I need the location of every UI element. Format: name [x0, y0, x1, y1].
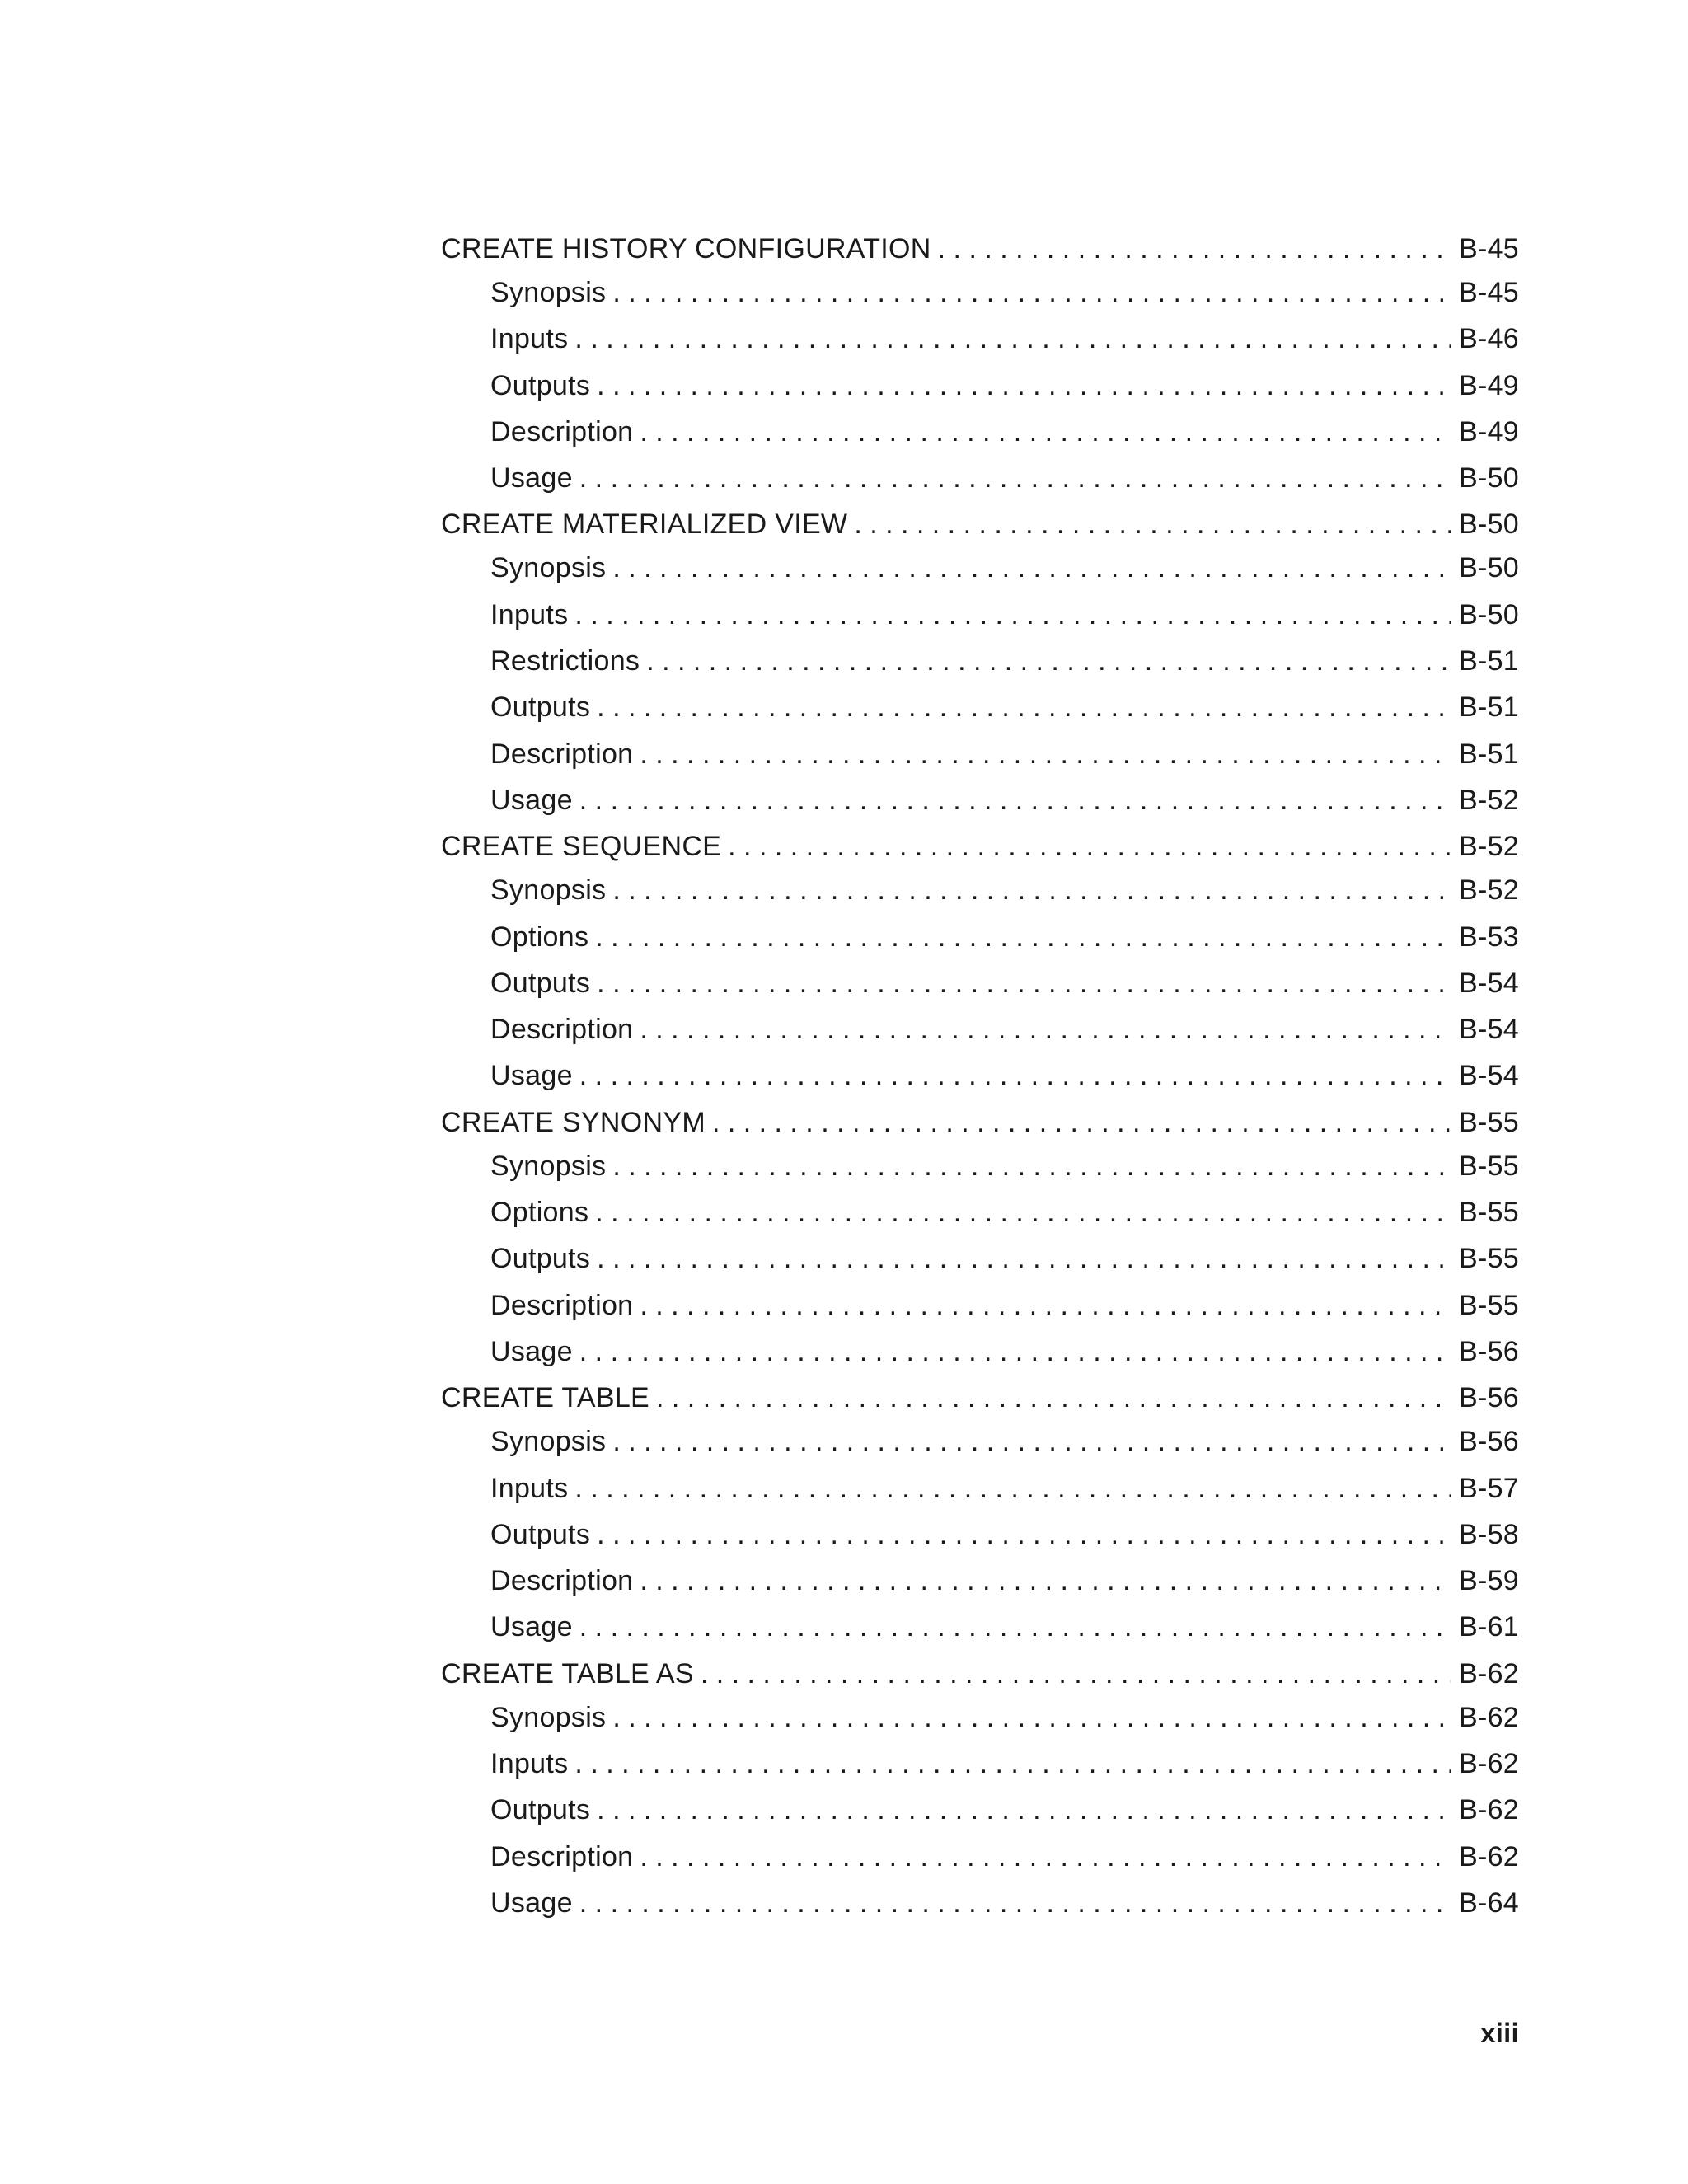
toc-subsection-entry[interactable] [441, 1565, 1519, 1611]
toc-subsection-entry[interactable] [441, 1336, 1519, 1382]
toc-entry-page: B-50 [1458, 509, 1519, 541]
toc-entry-label: Outputs [490, 1243, 591, 1275]
toc-subsection-entry[interactable] [441, 1426, 1519, 1472]
toc-entry-label: Inputs [490, 598, 569, 630]
dot-leader [612, 1151, 1451, 1183]
toc-subsection-entry[interactable] [441, 1611, 1519, 1657]
page-number: xiii [1480, 2018, 1519, 2048]
toc-subsection-entry[interactable] [441, 1014, 1519, 1060]
toc-entry-label: Usage [490, 1886, 573, 1919]
toc-entry-label: Synopsis [490, 1150, 607, 1182]
toc-entry-page: B-59 [1458, 1565, 1519, 1597]
toc-subsection-entry[interactable] [441, 1841, 1519, 1887]
dot-leader [579, 1060, 1451, 1092]
dot-leader [640, 738, 1451, 771]
dot-leader [597, 1794, 1451, 1826]
toc-entry-label: Inputs [490, 323, 569, 355]
toc-entry-page: B-49 [1458, 415, 1519, 448]
toc-subsection-entry[interactable] [441, 1473, 1519, 1519]
toc-entry-label: Outputs [490, 691, 591, 724]
dot-leader [701, 1658, 1451, 1690]
dot-leader [728, 831, 1451, 863]
toc-entry-label: Options [490, 921, 589, 953]
toc-entry-label: Synopsis [490, 277, 607, 308]
toc-entry-page: B-51 [1458, 691, 1519, 724]
toc-entry-page: B-55 [1458, 1197, 1519, 1229]
toc-section-entry[interactable] [441, 1107, 1519, 1151]
toc-entry-label: Inputs [490, 1748, 569, 1780]
toc-entry-label: Usage [490, 784, 573, 816]
toc-subsection-entry[interactable] [441, 552, 1519, 598]
dot-leader [938, 233, 1451, 265]
toc-entry-page: B-54 [1458, 1014, 1519, 1046]
toc-entry-label: Outputs [490, 1794, 591, 1826]
toc-section-entry[interactable] [441, 1658, 1519, 1702]
toc-entry-label: CREATE TABLE AS [441, 1657, 694, 1690]
toc-entry-label: Description [490, 1840, 634, 1872]
toc-entry-page: B-62 [1458, 1657, 1519, 1690]
toc-subsection-entry[interactable] [441, 1702, 1519, 1748]
toc-subsection-entry[interactable] [441, 921, 1519, 968]
toc-subsection-entry[interactable] [441, 1060, 1519, 1106]
toc-entry-label: Synopsis [490, 1426, 607, 1458]
toc-subsection-entry[interactable] [441, 1290, 1519, 1336]
toc-subsection-entry[interactable] [441, 370, 1519, 416]
toc-entry-label: CREATE SYNONYM [441, 1106, 706, 1138]
toc-section-entry[interactable] [441, 831, 1519, 874]
toc-entry-label: Synopsis [490, 1701, 607, 1733]
dot-leader [656, 1382, 1451, 1414]
toc-entry-label: Description [490, 1289, 634, 1321]
toc-entry-page: B-49 [1458, 369, 1519, 401]
toc-entry-page: B-50 [1458, 462, 1519, 494]
toc-subsection-entry[interactable] [441, 1151, 1519, 1197]
toc-entry-page: B-56 [1458, 1382, 1519, 1414]
toc-entry-label: CREATE TABLE [441, 1382, 650, 1414]
toc-entry-page: B-62 [1458, 1840, 1519, 1872]
dot-leader [597, 1519, 1451, 1551]
dot-leader [712, 1107, 1451, 1139]
toc-subsection-entry[interactable] [441, 1794, 1519, 1840]
toc-entry-page: B-51 [1458, 645, 1519, 677]
toc-entry-label: Description [490, 738, 634, 770]
toc-subsection-entry[interactable] [441, 416, 1519, 462]
toc-subsection-entry[interactable] [441, 874, 1519, 921]
toc-entry-label: Outputs [490, 369, 591, 401]
toc-entry-page: B-55 [1458, 1289, 1519, 1321]
toc-subsection-entry[interactable] [441, 599, 1519, 645]
toc-entry-page: B-55 [1458, 1106, 1519, 1138]
toc-entry-label: Usage [490, 462, 573, 494]
toc-entry-page: B-46 [1458, 323, 1519, 355]
toc-section-entry[interactable] [441, 509, 1519, 552]
toc-entry-label: Synopsis [490, 552, 607, 584]
toc-entry-page: B-56 [1458, 1426, 1519, 1458]
toc-entry-page: B-50 [1458, 598, 1519, 630]
toc-subsection-entry[interactable] [441, 323, 1519, 369]
toc-entry-label: Inputs [490, 1472, 569, 1504]
dot-leader [579, 1611, 1451, 1643]
dot-leader [597, 968, 1451, 1000]
dot-leader [574, 1473, 1451, 1505]
toc-entry-page: B-45 [1458, 277, 1519, 308]
toc-entry-page: B-54 [1458, 967, 1519, 999]
dot-leader [597, 691, 1451, 724]
toc-entry-label: Synopsis [490, 874, 607, 907]
dot-leader [612, 277, 1451, 309]
toc-subsection-entry[interactable] [441, 785, 1519, 831]
toc-entry-page: B-52 [1458, 784, 1519, 816]
toc-entry-page: B-62 [1458, 1748, 1519, 1780]
dot-leader [579, 462, 1451, 494]
dot-leader [640, 416, 1451, 448]
toc-entry-page: B-62 [1458, 1701, 1519, 1733]
toc-subsection-entry[interactable] [441, 462, 1519, 509]
toc-entry-page: B-55 [1458, 1150, 1519, 1182]
toc-subsection-entry[interactable] [441, 968, 1519, 1014]
toc-entry-page: B-58 [1458, 1518, 1519, 1550]
toc-entry-page: B-54 [1458, 1060, 1519, 1092]
dot-leader [595, 1197, 1451, 1229]
dot-leader [612, 874, 1451, 907]
toc-subsection-entry[interactable] [441, 1197, 1519, 1243]
toc-subsection-entry[interactable] [441, 1519, 1519, 1565]
table-of-contents [441, 233, 1519, 1933]
dot-leader [579, 1336, 1451, 1368]
toc-subsection-entry[interactable] [441, 1243, 1519, 1289]
toc-entry-label: CREATE HISTORY CONFIGURATION [441, 233, 931, 265]
toc-entry-label: Restrictions [490, 645, 640, 677]
toc-entry-page: B-62 [1458, 1794, 1519, 1826]
toc-entry-label: Usage [490, 1060, 573, 1092]
dot-leader [612, 1426, 1451, 1458]
dot-leader [640, 1290, 1451, 1322]
toc-entry-page: B-53 [1458, 921, 1519, 953]
toc-entry-page: B-45 [1458, 233, 1519, 265]
toc-subsection-entry[interactable] [441, 1748, 1519, 1794]
toc-subsection-entry[interactable] [441, 738, 1519, 785]
dot-leader [574, 323, 1451, 355]
toc-entry-page: B-51 [1458, 738, 1519, 770]
toc-entry-page: B-52 [1458, 874, 1519, 907]
dot-leader [612, 1702, 1451, 1734]
toc-subsection-entry[interactable] [441, 691, 1519, 738]
toc-entry-page: B-56 [1458, 1335, 1519, 1367]
toc-subsection-entry[interactable] [441, 1887, 1519, 1933]
dot-leader [640, 1841, 1451, 1873]
toc-entry-label: CREATE SEQUENCE [441, 831, 722, 863]
toc-entry-label: Description [490, 415, 634, 448]
toc-entry-label: Description [490, 1565, 634, 1597]
toc-entry-page: B-57 [1458, 1472, 1519, 1504]
toc-entry-label: Usage [490, 1611, 573, 1643]
toc-entry-label: Outputs [490, 967, 591, 999]
dot-leader [854, 509, 1451, 541]
toc-entry-page: B-52 [1458, 831, 1519, 863]
toc-entry-page: B-55 [1458, 1243, 1519, 1275]
dot-leader [579, 1887, 1451, 1919]
toc-entry-page: B-50 [1458, 552, 1519, 584]
dot-leader [597, 370, 1451, 402]
toc-entry-label: Usage [490, 1335, 573, 1367]
toc-subsection-entry[interactable] [441, 277, 1519, 323]
toc-entry-page: B-61 [1458, 1611, 1519, 1643]
dot-leader [579, 785, 1451, 817]
toc-entry-label: Options [490, 1197, 589, 1229]
dot-leader [646, 645, 1451, 677]
toc-subsection-entry[interactable] [441, 645, 1519, 691]
toc-entry-label: Description [490, 1014, 634, 1046]
dot-leader [612, 552, 1451, 584]
toc-entry-label: CREATE MATERIALIZED VIEW [441, 509, 848, 541]
dot-leader [595, 921, 1451, 954]
toc-section-entry[interactable] [441, 233, 1519, 277]
dot-leader [640, 1014, 1451, 1046]
toc-entry-label: Outputs [490, 1518, 591, 1550]
toc-section-entry[interactable] [441, 1382, 1519, 1426]
dot-leader [574, 599, 1451, 631]
dot-leader [640, 1565, 1451, 1597]
dot-leader [574, 1748, 1451, 1780]
dot-leader [597, 1243, 1451, 1275]
toc-entry-page: B-64 [1458, 1886, 1519, 1919]
